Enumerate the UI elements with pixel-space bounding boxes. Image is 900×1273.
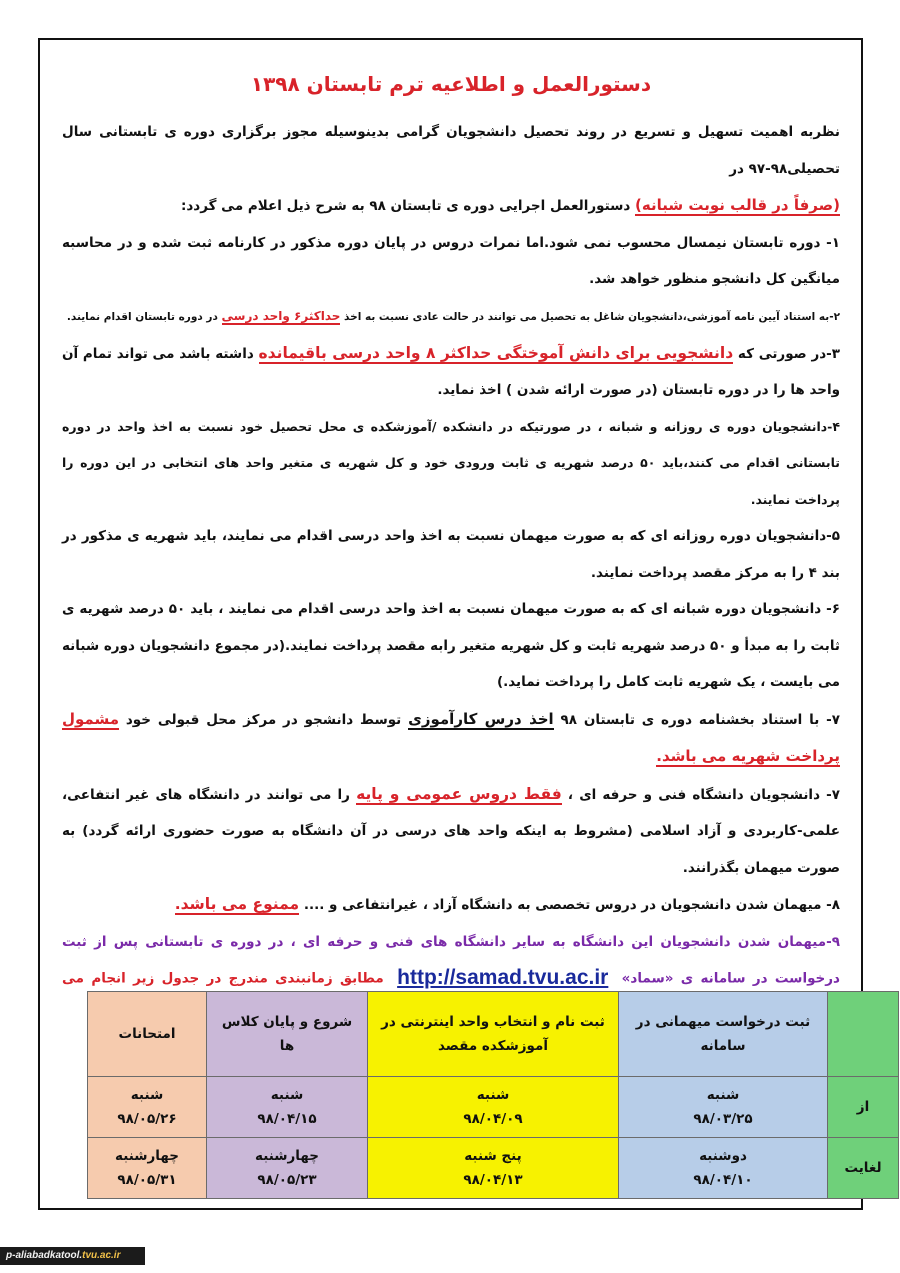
document-body [62,66,840,1033]
item-7a-text-mid: توسط دانشجو در مرکز محل قبولی خود [119,711,409,728]
table-header-row [88,992,899,1077]
page-title: دستورالعمل و اطلاعیه ترم تابستان ۱۳۹۸ [250,72,652,96]
footer-site-prefix: p-aliabadkatool. [6,1250,83,1261]
item-3-highlight: دانشجویی برای دانش آموختگی حداکثر ۸ واحد درسی باقیمانده [258,343,734,362]
item-8-highlight: ممنوع می باشد. [174,895,300,913]
row-label-from: از [828,1077,899,1138]
item-4: ۴-دانشجویان دوره ی روزانه و شبانه ، در صورتیکه در دانشکده /آموزشکده ی محل تحصیل خود نسبت به اخذ واحد در دوره تابستانی اقدام می کنند،باید ۵۰ درصد شهریه ی ثابت ورودی خود و کل شهریه ی متغیر واحد های انتخابی در این دوره را پرداخت نمایند. [62,418,840,507]
table-cell: شنبه ۹۸/۰۳/۲۵ [619,1077,828,1138]
table-cell: چهارشنبه ۹۸/۰۵/۲۳ [207,1138,368,1199]
samad-link[interactable]: http://samad.tvu.ac.ir [397,966,609,989]
table-cell: شنبه ۹۸/۰۴/۱۵ [207,1077,368,1138]
item-9-text: ۹-میهمان شدن دانشجویان این دانشگاه به سایر دانشگاه های فنی و حرفه ای ، در دوره ی تابستانی پس از ثبت درخواست در سامانه ی «سماد» [62,933,840,987]
item-6: ۶- دانشجویان دوره شبانه ای که به صورت میهمان نسبت به اخذ واحد درسی اقدام می نمایند ، باید ۵۰ درصد شهریه ی ثابت را به مبدأ و ۵۰ درصد شهریه ثابت و کل شهریه متغیر رابه مقصد پرداخت نمایند.(در مجموع دانشجویان دوره شبانه می بایست ، یک شهریه ثابت کامل را پرداخت نماید.) [62,601,840,690]
item-2-highlight: حداکثر۶ واحد درسی [221,308,341,323]
item-7a-text: ۷- با استناد بخشنامه دوره ی تابستان ۹۸ [553,711,840,728]
schedule-table [87,991,899,1199]
item-1: ۱- دوره تابستان نیمسال محسوب نمی شود.اما نمرات دروس در پایان دوره مذکور در کارنامه ثبت شده و در محاسبه میانگین کل دانشجو منظور خواهد شد. [62,234,840,287]
item-3 [62,335,840,409]
table-cell: شنبه ۹۸/۰۵/۲۶ [88,1077,207,1138]
item-8-text: ۸- میهمان شدن دانشجویان در دروس تخصصی به دانشگاه آزاد ، غیرانتفاعی و .... [299,897,840,913]
table-cell: دوشنبه ۹۸/۰۴/۱۰ [619,1138,828,1199]
intro-highlight: (صرفاً در قالب نوبت شبانه) [635,196,840,214]
table-row [88,1077,899,1138]
item-2-text: ۲-به استناد آیین نامه آموزشی،دانشجویان شاغل به تحصیل می توانند در حالت عادی نسبت به اخذ [340,310,840,323]
table-cell: پنج شنبه ۹۸/۰۴/۱۳ [368,1138,619,1199]
table-cell: شنبه ۹۸/۰۴/۰۹ [368,1077,619,1138]
header-exams: امتحانات [88,992,207,1077]
item-7a-highlight-1: اخذ درس کارآموزی [408,709,554,728]
item-7a-highlight-2: مشمول پرداخت شهریه می باشد. [62,709,840,765]
item-7a [62,701,840,776]
header-classes: شروع و پایان کلاس ها [207,992,368,1077]
item-7b-highlight: فقط دروس عمومی و پایه [356,784,562,803]
item-7b [62,776,840,887]
item-8 [62,886,840,924]
item-2 [62,298,840,335]
table-cell: چهارشنبه ۹۸/۰۵/۳۱ [88,1138,207,1199]
intro-text-end: دستورالعمل اجرایی دوره ی تابستان ۹۸ به شرح ذیل اعلام می گردد: [180,198,636,214]
intro-text: نظربه اهمیت تسهیل و تسریع در روند تحصیل دانشجویان گرامی بدینوسیله مجوز برگزاری دوره ی تابستانی سال تحصیلی۹۸-۹۷ در [62,124,840,177]
header-request: ثبت درخواست میهمانی در سامانه [619,992,828,1077]
table-row [88,1138,899,1199]
item-9-text-end: مطابق زمانبندی مندرج در جدول زیر انجام می [62,970,384,987]
item-5: ۵-دانشجویان دوره روزانه ای که به صورت میهمان نسبت به اخذ واحد درسی اقدام می نمایند، باید شهریه ی مذکور در بند ۴ را به مرکز مقصد پرداخت نمایند. [62,528,840,581]
site-footer-tag[interactable] [0,1247,145,1265]
item-7b-text-end: را می توانند در دانشگاه های غیر انتفاعی، علمی-کاربردی و آزاد اسلامی (مشروط به اینکه واحد های درسی در آن دانشگاه به صورت حضوری ارائه گردد) به صورت میهمان بگذرانند. [62,786,840,876]
row-label-until: لغایت [828,1138,899,1199]
header-registration: ثبت نام و انتخاب واحد اینترنتی در آموزشکده مقصد [368,992,619,1077]
item-3-text: ۳-در صورتی که [733,345,841,362]
item-7b-text: ۷- دانشجویان دانشگاه فنی و حرفه ای ، [561,786,840,803]
footer-site-domain: tvu.ac.ir [82,1250,121,1261]
item-3-text-end: داشته باشد می تواند تمام آن واحد ها را در دوره تابستان (در صورت ارائه شدن ) اخذ نماید. [62,345,840,398]
item-2-text-end: در دوره تابستان اقدام نمایند. [66,310,222,323]
header-blank-cell [828,992,899,1077]
intro-paragraph [62,114,840,225]
